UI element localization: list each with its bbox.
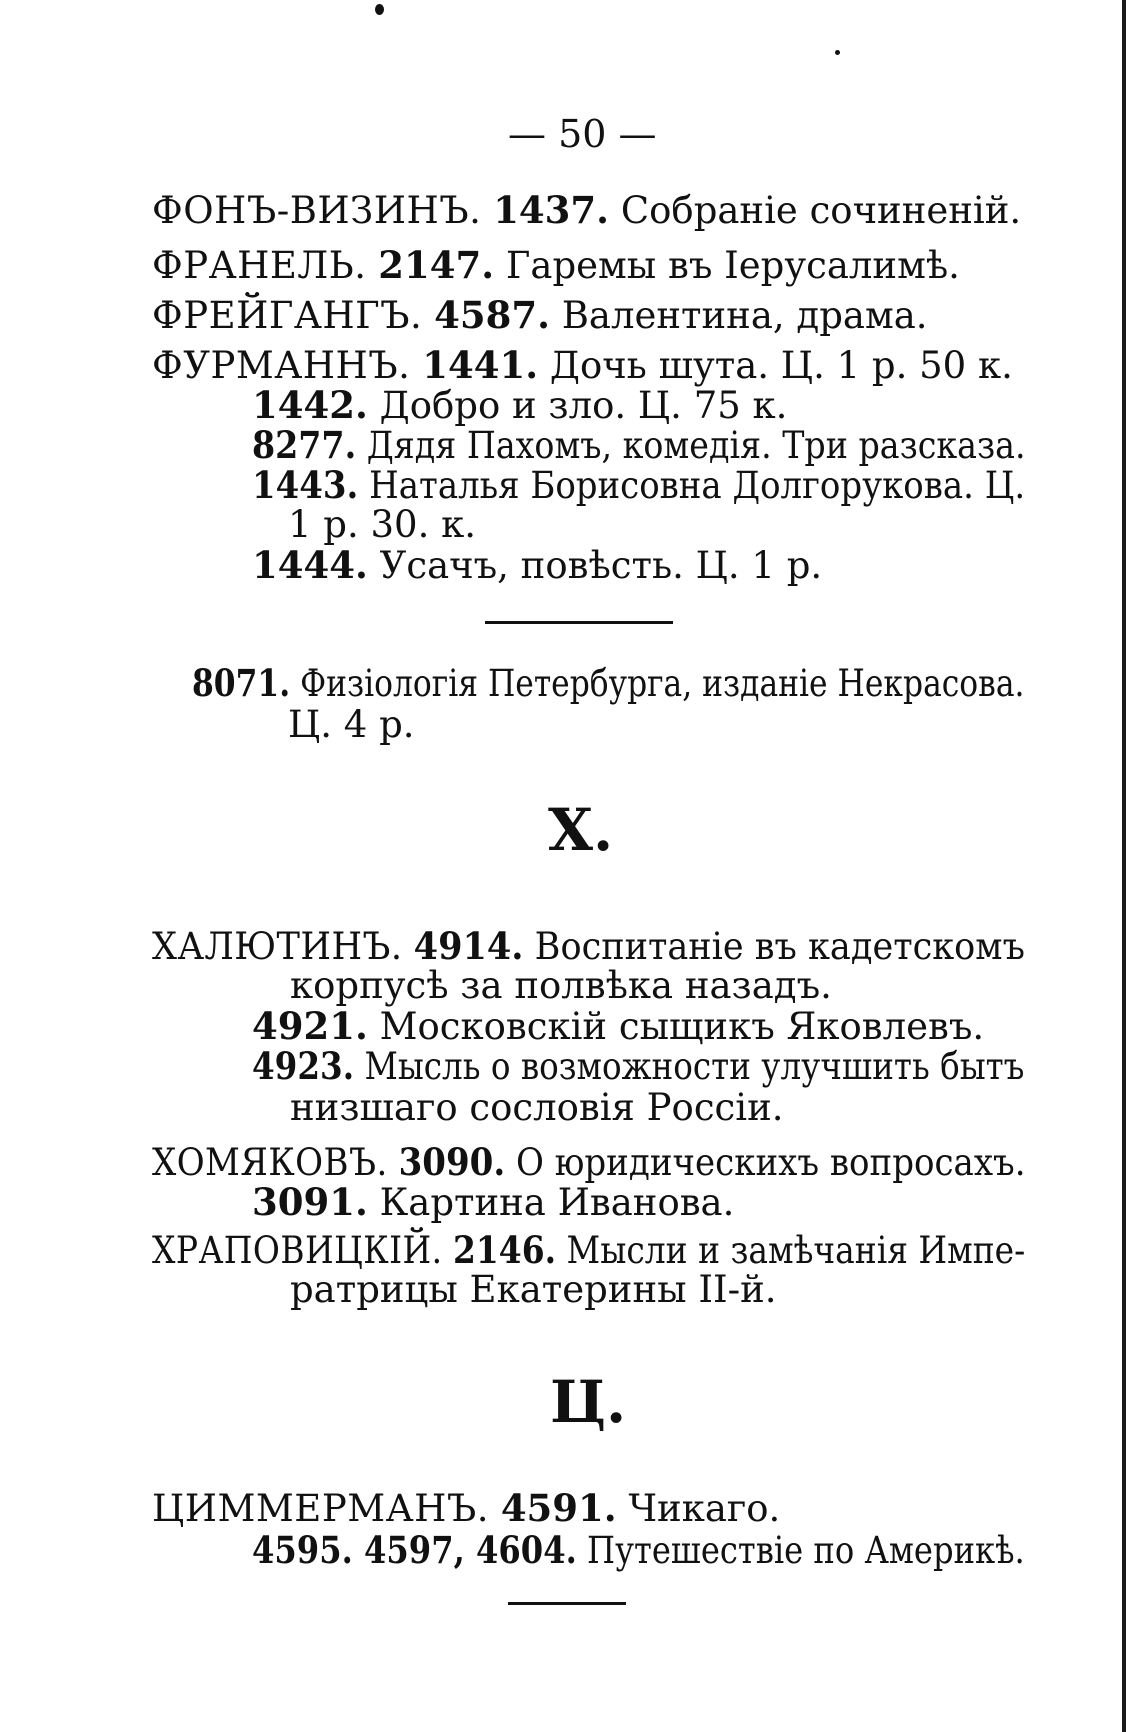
end-divider (508, 1602, 626, 1605)
entry-author: ХРАПОВИЦКІЙ. (152, 1229, 443, 1272)
entry-title: Чикаго. (628, 1487, 781, 1530)
entry-title: Путешествіе по Америкѣ. (587, 1529, 1025, 1572)
entry-number: 8071. (192, 661, 291, 705)
entry-continuation: 1 р. 30. к. (288, 503, 476, 546)
entry-title: Гаремы въ Іерусалимѣ. (505, 244, 960, 287)
entry-number: 1442. (252, 383, 368, 427)
entry-franel (152, 243, 960, 288)
entry-number: 4914. (413, 924, 524, 968)
page-number: — 50 — (508, 112, 657, 156)
ink-speck (835, 50, 840, 55)
entry-number: 1441. (422, 343, 539, 387)
page-edge-shadow (1122, 0, 1126, 1732)
entry-khrapovitsky (152, 1228, 1025, 1273)
entry-fonvizin (152, 188, 1021, 233)
entry-author: ХОМЯКОВЪ. (152, 1141, 388, 1184)
entry-title: Дядя Пахомъ, комедія. Три разсказа. (366, 424, 1026, 467)
entry-sub (252, 543, 822, 588)
entry-title: Картина Иванова. (379, 1181, 735, 1224)
entry-number: 4923. (252, 1044, 355, 1088)
entry-sub (252, 1044, 1024, 1089)
entry-title: Воспитаніе въ кадетскомъ (534, 925, 1025, 968)
section-heading-kh: Х. (548, 796, 614, 864)
entry-continuation: низшаго сословія Россіи. (290, 1086, 784, 1129)
entry-continuation: корпусѣ за полвѣка назадъ. (290, 964, 832, 1007)
entry-number: 3090. (398, 1140, 506, 1184)
entry-number: 1444. (252, 543, 368, 587)
entry-khalyutin (152, 924, 1025, 969)
entry-number: 1437. (493, 188, 610, 232)
entry-number: 8277. (252, 423, 357, 467)
entry-zimmermann (152, 1486, 780, 1531)
entry-title: Физіологія Петербурга, изданіе Некрасова. (300, 662, 1025, 705)
entry-sub (252, 1180, 734, 1225)
entry-author: ЦИММЕРМАНЪ. (152, 1487, 490, 1530)
entry-title: Московскій сыщикъ Яковлевъ. (379, 1005, 985, 1048)
entry-number: 4591. (500, 1486, 617, 1530)
entry-continuation: ратрицы Екатерины II-й. (290, 1268, 777, 1311)
entry-sub (252, 1004, 984, 1049)
section-heading-ts: Ц. (550, 1368, 627, 1436)
entry-number: 4587. (434, 293, 550, 337)
entry-continuation: Ц. 4 р. (288, 703, 415, 746)
entry-khomyakov (152, 1140, 1026, 1185)
entry-title: Усачъ, повѣсть. Ц. 1 р. (379, 544, 823, 587)
entry-freigang (152, 293, 928, 338)
entry-author: ФРАНЕЛЬ. (152, 244, 367, 287)
entry-number: 1443. (252, 463, 359, 507)
entry-number: 2147. (378, 243, 495, 287)
entry-number: 4921. (252, 1004, 368, 1048)
entry-number: 4595. 4597, 4604. (252, 1528, 577, 1572)
entry-title: Дочь шута. Ц. 1 р. 50 к. (549, 344, 1013, 387)
entry-author: ФРЕЙГАНГЪ. (152, 294, 423, 337)
entry-sub (252, 423, 1026, 468)
entry-title: О юридическихъ вопросахъ. (516, 1141, 1026, 1184)
entry-title: Мысль о возможности улучшить бытъ (364, 1045, 1025, 1088)
entry-number: 3091. (252, 1180, 368, 1224)
ink-speck (375, 4, 384, 15)
entry-title: Валентина, драма. (561, 294, 928, 337)
section-divider (485, 621, 673, 624)
entry-title: Добро и зло. Ц. 75 к. (379, 384, 788, 427)
entry-author: ФОНЪ-ВИЗИНЪ. (152, 189, 482, 232)
entry-sub (252, 383, 787, 428)
entry-author: ФУРМАННЪ. (152, 344, 411, 387)
entry-furmann (152, 343, 1013, 388)
entry-title: Наталья Борисовна Долгорукова. Ц. (369, 464, 1026, 507)
entry-author: ХАЛЮТИНЪ. (152, 925, 403, 968)
entry-title: Собраніе сочиненій. (620, 189, 1022, 232)
entry-physiology (192, 661, 1024, 706)
entry-sub (252, 463, 1025, 508)
entry-title: Мысли и замѣчанія Импе- (566, 1229, 1026, 1272)
entry-number: 2146. (453, 1228, 557, 1272)
entry-sub (252, 1528, 1025, 1573)
